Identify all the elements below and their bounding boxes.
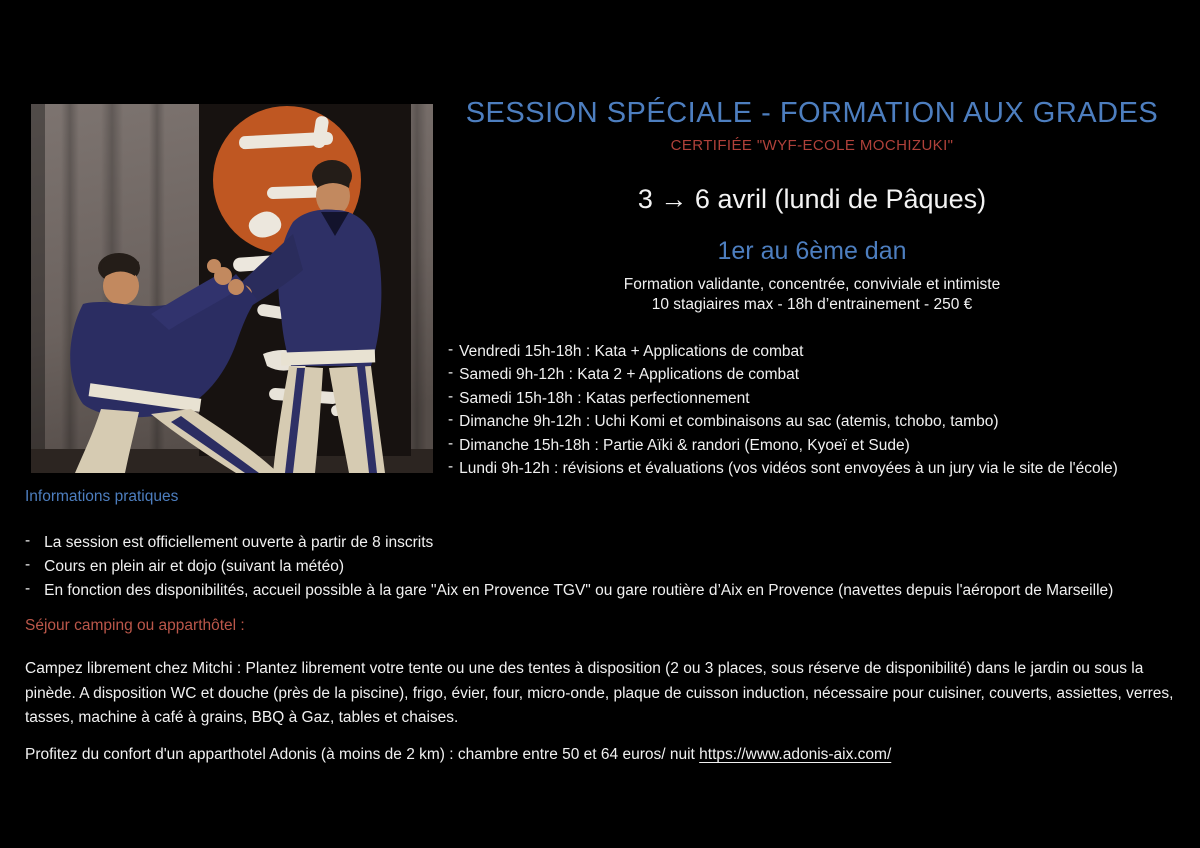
dash-bullet: - bbox=[25, 556, 31, 573]
schedule-item-text: Dimanche 15h-18h : Partie Aïki & randori (Emono, Kyoeï et Sude) bbox=[459, 436, 910, 454]
dash-bullet: - bbox=[448, 387, 454, 405]
session-details-column bbox=[440, 96, 1184, 479]
schedule-item-text: Samedi 15h-18h : Katas perfectionnement bbox=[459, 389, 750, 407]
dash-bullet: - bbox=[448, 411, 454, 429]
info-item bbox=[25, 530, 1190, 554]
info-item-text: Cours en plein air et dojo (suivant la météo) bbox=[44, 558, 344, 575]
martial-arts-photo bbox=[31, 104, 433, 473]
camping-paragraph: Campez librement chez Mitchi : Plantez librement votre tente ou une des tentes à disposition (2 ou 3 places, sous réserve de disponibilité) dans le jardin ou sous la pinède. A disposition WC et douche (près de la piscine), frigo, évier, four, micro-onde, plaque de cuisson induction, nécessaire pour cuisiner, couverts, assiettes, verres, tasses, machine à café à grains, BBQ à Gaz, tables et chaises. bbox=[25, 660, 1174, 726]
schedule-item bbox=[448, 386, 1184, 409]
practical-info-heading: Informations pratiques bbox=[25, 488, 179, 505]
schedule-item-text: Samedi 9h-12h : Kata 2 + Applications de combat bbox=[459, 366, 800, 384]
session-tagline: Formation validante, concentrée, conviviale et intimiste bbox=[623, 276, 1001, 293]
dash-bullet: - bbox=[448, 434, 454, 452]
session-capacity-price: 10 stagiaires max - 18h d’entrainement - 250 € bbox=[651, 296, 973, 313]
grade-range: 1er au 6ème dan bbox=[717, 237, 907, 265]
lodging-heading: Séjour camping ou apparthôtel : bbox=[25, 617, 245, 634]
hotel-info-text: Profitez du confort d'un apparthotel Adonis (à moins de 2 km) : chambre entre 50 et 64 euros/ nuit bbox=[25, 746, 700, 763]
info-item-text: La session est officiellement ouverte à partir de 8 inscrits bbox=[44, 534, 434, 551]
dash-bullet: - bbox=[25, 532, 31, 549]
certification-subtitle: CERTIFIÉE "WYF-ECOLE MOCHIZUKI" bbox=[670, 137, 954, 154]
dash-bullet: - bbox=[448, 458, 454, 476]
hotel-link[interactable]: https://www.adonis-aix.com/ bbox=[699, 746, 892, 763]
info-item bbox=[25, 578, 1190, 602]
schedule-item bbox=[448, 456, 1184, 479]
schedule-item bbox=[448, 409, 1184, 432]
schedule-item bbox=[448, 339, 1184, 362]
hotel-info-line bbox=[25, 746, 891, 764]
dash-bullet: - bbox=[25, 580, 31, 597]
dash-bullet: - bbox=[448, 364, 454, 382]
schedule-item-text: Vendredi 15h-18h : Kata + Applications de combat bbox=[459, 343, 804, 360]
practical-info-list bbox=[25, 530, 1190, 602]
schedule-item-text: Dimanche 9h-12h : Uchi Komi et combinaisons au sac (atemis, tchobo, tambo) bbox=[459, 413, 999, 431]
session-dates: 3 → 6 avril (lundi de Pâques) bbox=[637, 184, 987, 214]
dash-bullet: - bbox=[448, 341, 454, 358]
schedule-item bbox=[448, 362, 1184, 385]
page-title: SESSION SPÉCIALE - FORMATION AUX GRADES bbox=[465, 97, 1159, 129]
dojo-photo-graphic bbox=[31, 104, 433, 473]
schedule-item bbox=[448, 433, 1184, 456]
info-item-text: En fonction des disponibilités, accueil possible à la gare "Aix en Provence TGV" ou gare routière d’Aix en Provence (navettes depuis l'aéroport de Marseille) bbox=[44, 582, 1114, 599]
schedule-list bbox=[440, 339, 1184, 479]
info-item bbox=[25, 554, 1190, 578]
schedule-item-text: Lundi 9h-12h : révisions et évaluations (vos vidéos sont envoyées à un jury via le site de l'école) bbox=[459, 460, 1118, 478]
